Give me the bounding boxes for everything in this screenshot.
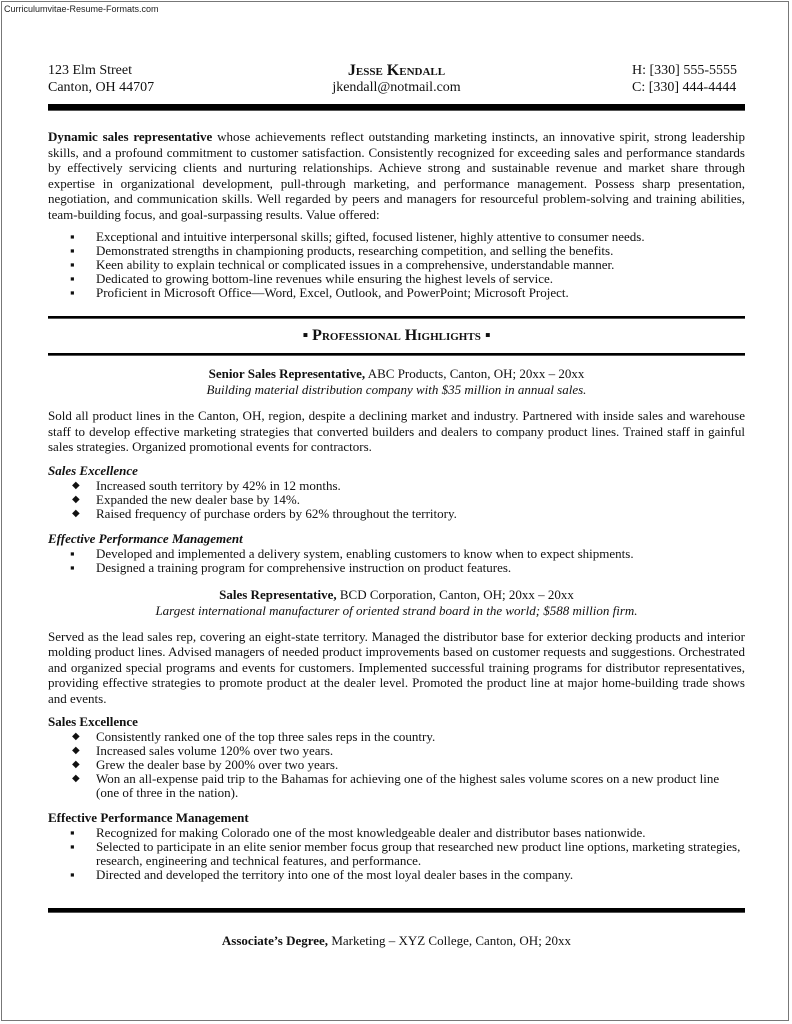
square-bullet-icon: ▪: [70, 243, 75, 258]
email: jkendall@notmail.com: [332, 80, 461, 95]
square-bullet-icon: ▪: [70, 867, 75, 882]
subheading: Sales Excellence: [48, 462, 138, 478]
job-heading: [48, 587, 745, 603]
divider: [48, 353, 745, 356]
jobs: [48, 366, 745, 882]
diamond-bullet-icon: ◆: [72, 493, 80, 505]
list-item: [48, 868, 745, 882]
diamond-bullet-icon: ◆: [72, 479, 80, 491]
list-item-text: Demonstrated strengths in championing products, researching competition, and selling the benefits.: [96, 243, 614, 258]
list-item-text: Directed and developed the territory into one of the most loyal dealer bases in the company.: [96, 867, 574, 882]
list-item: [48, 286, 745, 300]
job-description: Sold all product lines in the Canton, OH, region, despite a declining market and industry. Partnered with inside sales and warehouse staff to develop effective marketing strategies that converted builders and dealers to company product lines. Trained staff in gainful sales strategies. Organized promotional events for contractors.: [48, 408, 745, 454]
divider: [48, 908, 745, 913]
list-item-text: Grew the dealer base by 200% over two years.: [96, 757, 339, 772]
candidate-name: Jesse Kendall: [347, 62, 446, 79]
list-item-text: Designed a training program for comprehensive instruction on product features.: [96, 559, 512, 575]
degree: Associate’s Degree,: [221, 933, 329, 948]
square-bullet-icon: ▪: [70, 271, 75, 286]
subheading: Effective Performance Management: [48, 530, 243, 546]
section-title: ▪ Professional Highlights ▪: [302, 327, 491, 344]
company-description: Building material distribution company with $35 million in annual sales.: [206, 382, 587, 397]
diamond-bullet-icon: ◆: [72, 745, 80, 756]
achievements-list: [48, 730, 745, 800]
achievements-list: [48, 479, 745, 521]
list-item: [48, 244, 745, 258]
square-bullet-icon: ▪: [70, 545, 75, 561]
list-item: [48, 507, 745, 521]
list-item-text: Developed and implemented a delivery system, enabling customers to know when to expect shipments.: [96, 545, 634, 561]
list-item: [48, 826, 745, 840]
list-item: [48, 230, 745, 244]
address-line: 123 Elm Street: [48, 63, 132, 78]
management-list: [48, 826, 745, 882]
list-item: [48, 547, 745, 561]
list-item: [48, 772, 745, 800]
job-title: Sales Representative,: [219, 586, 337, 602]
list-item-text: Selected to participate in an elite senior member focus group that researched new product line options, marketing strategies, research, engineering and technical features, and performance.: [96, 839, 741, 868]
diamond-bullet-icon: ◆: [72, 773, 80, 784]
list-item-text: Exceptional and intuitive interpersonal skills; gifted, focused listener, highly attentive to consumer needs.: [96, 229, 645, 244]
value-list: [48, 230, 745, 300]
contact-header: [48, 62, 745, 100]
home-phone: H: [330] 555-5555: [632, 63, 737, 78]
list-item: [48, 758, 745, 772]
square-bullet-icon: ▪: [70, 229, 75, 244]
summary: [48, 129, 745, 222]
site-watermark: Curriculumvitae-Resume-Formats.com: [4, 4, 159, 14]
list-item-text: Expanded the new dealer base by 14%.: [96, 491, 300, 507]
list-item: [48, 561, 745, 575]
diamond-bullet-icon: ◆: [72, 759, 80, 770]
diamond-bullet-icon: ◆: [72, 731, 80, 742]
divider: [48, 316, 745, 319]
square-bullet-icon: ▪: [70, 839, 75, 854]
list-item: [48, 493, 745, 507]
list-item-text: Won an all-expense paid trip to the Bahamas for achieving one of the highest sales volume scores on a new product line (one of three in the nation).: [96, 771, 720, 800]
list-item: [48, 730, 745, 744]
summary-lead: Dynamic sales representative: [48, 129, 213, 144]
subheading: Sales Excellence: [48, 714, 138, 729]
list-item: [48, 272, 745, 286]
job-description: Served as the lead sales rep, covering an eight-state territory. Managed the distributor base for exterior decking products and interior molding product lines. Advised managers of needed product improvements based on customer requests and suggestions. Orchestrated and organized special programs and events for customers. Implemented successful training programs for distributor representatives, providing effective strategies to promote product at the dealer level. Promoted the product line at major home-building trade shows and events.: [48, 628, 745, 706]
subheading: Effective Performance Management: [48, 810, 249, 825]
management-list: [48, 547, 745, 575]
resume: [48, 62, 745, 949]
education-detail: Marketing – XYZ College, Canton, OH; 20xx: [328, 933, 572, 948]
list-item-text: Recognized for making Colorado one of the most knowledgeable dealer and distributor bases nationwide.: [96, 825, 646, 840]
list-item-text: Keen ability to explain technical or complicated issues in a comprehensive, understandable manner.: [96, 257, 615, 272]
divider: [48, 104, 745, 111]
list-item-text: Increased sales volume 120% over two years.: [96, 743, 334, 758]
cell-phone: C: [330] 444-4444: [632, 80, 737, 95]
square-bullet-icon: ▪: [70, 825, 75, 840]
list-item: [48, 840, 745, 868]
job-title: Senior Sales Representative,: [208, 366, 366, 381]
list-item-text: Consistently ranked one of the top three sales reps in the country.: [96, 729, 436, 744]
list-item-text: Proficient in Microsoft Office—Word, Excel, Outlook, and PowerPoint; Microsoft Project.: [96, 285, 569, 300]
square-bullet-icon: ▪: [70, 257, 75, 272]
list-item: [48, 479, 745, 493]
diamond-bullet-icon: ◆: [72, 507, 80, 519]
summary-text: whose achievements reflect outstanding marketing instincts, an innovative spirit, strong leadership skills, and a profound commitment to customer satisfaction. Consistently recognized for exceeding sales and performance standards by effectively servicing clients and nurturing relationships. Achieve strong and sustainable revenue and market share through expertise in organizational development, pull-through marketing, and performance management. Possess sharp presentation, negotiation, and communication skills. Well regarded by peers and managers for resourceful problem-solving and training abilities, team-building focus, and goal-surpassing results. Value offered:: [48, 129, 745, 222]
phones: [632, 62, 737, 96]
list-item: [48, 258, 745, 272]
job-entry: [48, 366, 745, 575]
job-company: BCD Corporation, Canton, OH; 20xx – 20xx: [336, 586, 574, 602]
square-bullet-icon: ▪: [70, 559, 75, 575]
job-heading: [48, 366, 745, 382]
list-item-text: Dedicated to growing bottom-line revenues while ensuring the highest levels of service.: [96, 271, 554, 286]
job-entry: [48, 587, 745, 883]
square-bullet-icon: ▪: [70, 285, 75, 300]
list-item-text: Increased south territory by 42% in 12 months.: [96, 477, 341, 493]
company-description: Largest international manufacturer of oriented strand board in the world; $588 million firm.: [155, 602, 638, 618]
education: [48, 933, 745, 949]
list-item: [48, 744, 745, 758]
address-line: Canton, OH 44707: [48, 80, 155, 95]
list-item-text: Raised frequency of purchase orders by 62% throughout the territory.: [96, 505, 457, 521]
job-company: ABC Products, Canton, OH; 20xx – 20xx: [365, 366, 585, 381]
